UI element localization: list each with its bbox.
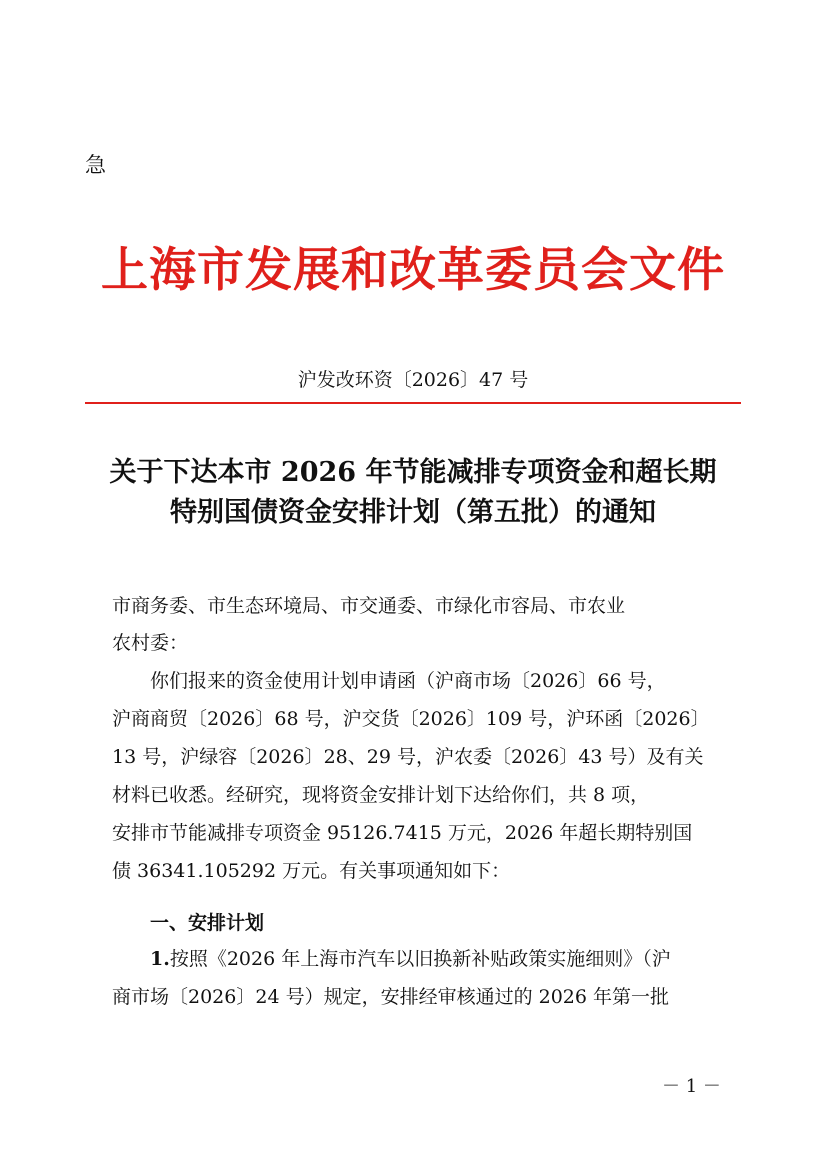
paragraph-line-3: 13 号，沪绿容〔2026〕28、29 号，沪农委〔2026〕43 号）及有关 [112, 746, 704, 768]
paragraph-line-5: 安排市节能减排专项资金 95126.7415 万元，2026 年超长期特别国 [112, 822, 693, 844]
item-1-line-2: 商市场〔2026〕24 号）规定，安排经审核通过的 2026 年第一批 [112, 986, 670, 1008]
item-1-line-1 [150, 944, 671, 974]
paragraph-line-6: 债 36341.105292 万元。有关事项通知如下： [112, 860, 511, 882]
item-1-number: 1. [150, 948, 170, 970]
recipients-line-1: 市商务委、市生态环境局、市交通委、市绿化市容局、市农业 [112, 595, 626, 617]
paragraph-line-4: 材料已收悉。经研究，现将资金安排计划下达给你们，共 8 项， [112, 784, 650, 806]
title-line-2: 特别国债资金安排计划（第五批）的通知 [170, 497, 656, 528]
document-number: 沪发改环资〔2026〕47 号 [297, 369, 529, 391]
red-separator-line [85, 402, 741, 404]
item-1-text: 按照《2026 年上海市汽车以旧换新补贴政策实施细则》（沪 [169, 948, 671, 970]
issuer-header: 上海市发展和改革委员会文件 [101, 243, 725, 298]
title-line-1: 关于下达本市 2026 年节能减排专项资金和超长期 [109, 457, 717, 488]
urgency-mark: 急 [85, 153, 106, 177]
recipients-line-2: 农村委： [112, 632, 189, 654]
page-number: － 1 － [662, 1076, 721, 1097]
section-heading: 一、安排计划 [150, 912, 265, 934]
paragraph-line-1: 你们报来的资金使用计划申请函（沪商市场〔2026〕66 号， [150, 670, 666, 692]
paragraph-line-2: 沪商商贸〔2026〕68 号，沪交货〔2026〕109 号，沪环函〔2026〕 [112, 708, 710, 730]
